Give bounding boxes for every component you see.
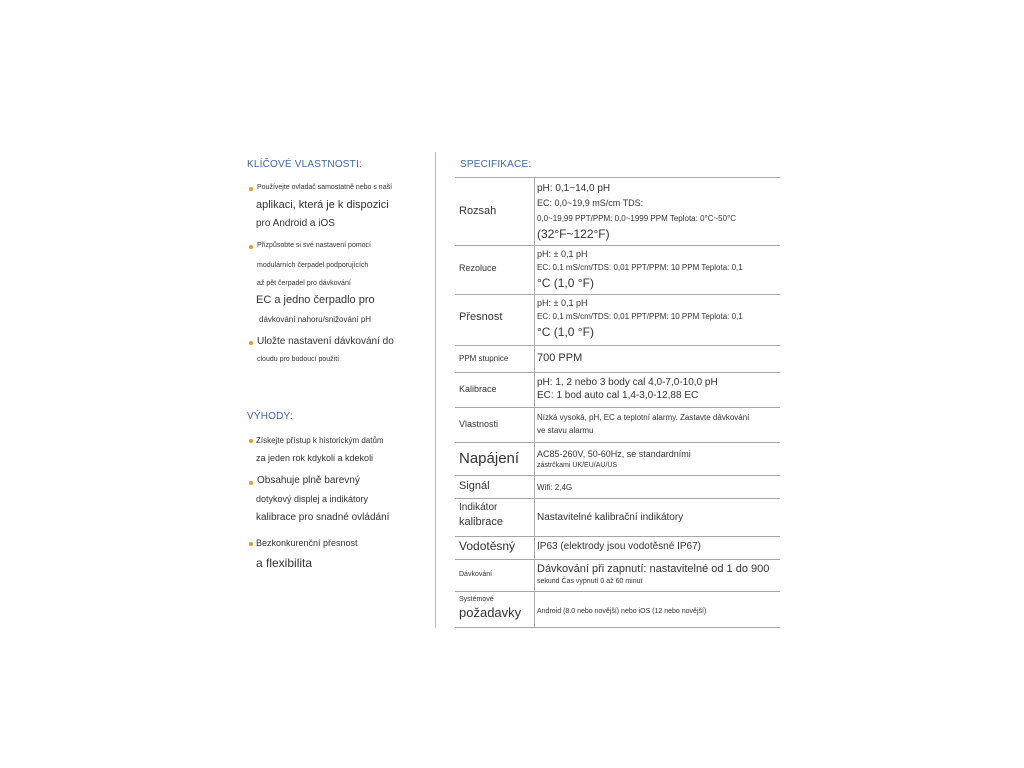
cell-divider — [534, 178, 535, 245]
spec-value: EC: 0,1 mS/cm/TDS: 0,01 PPT/PPM: 10 PPM Teplota: 0,1 — [537, 312, 743, 321]
cell-divider — [534, 346, 535, 372]
spec-row-calibration — [455, 373, 780, 408]
feature-line: modulárních čerpadel podporujících — [257, 262, 369, 269]
spec-value: pH: ± 0,1 pH — [537, 249, 588, 259]
feature-line: až pět čerpadel pro dávkování — [257, 280, 351, 287]
spec-value: 0,0~19,99 PPT/PPM: 0,0~1999 PPM Teplota: 0°C~50°C — [537, 214, 737, 223]
spec-value: Nízká vysoká, pH, EC a teplotní alarmy. Zastavte dávkování — [537, 413, 750, 422]
spec-value: 700 PPM — [537, 352, 583, 364]
cell-divider — [534, 560, 535, 591]
spec-row-waterproof — [455, 537, 780, 560]
spec-value: °C (1,0 °F) — [537, 325, 594, 339]
spec-label: Vlastnosti — [459, 419, 499, 429]
benefit-line: za jeden rok kdykoli a kdekoli — [256, 453, 374, 463]
spec-value: pH: 0,1~14,0 pH — [537, 183, 611, 194]
spec-row-signal — [455, 476, 780, 499]
benefit-line: a flexibilita — [256, 556, 313, 570]
cell-divider — [534, 408, 535, 442]
feature-line: cloudu pro budoucí použití — [257, 356, 340, 363]
spec-row-calibration-indicator — [455, 499, 780, 537]
spec-value: Dávkování při zapnutí: nastavitelné od 1 do 900 — [537, 563, 770, 575]
spec-value: °C (1,0 °F) — [537, 276, 594, 290]
bullet-icon — [249, 542, 253, 546]
spec-label: kalibrace — [459, 516, 504, 528]
spec-value: (32°F~122°F) — [537, 227, 610, 241]
spec-row-resolution — [455, 245, 780, 295]
cell-divider — [534, 373, 535, 407]
cell-divider — [534, 537, 535, 559]
feature-line: Používejte ovladač samostatně nebo s naší — [257, 184, 393, 191]
cell-divider — [534, 245, 535, 294]
bullet-icon — [249, 341, 253, 345]
cell-divider — [534, 295, 535, 345]
benefit-line: Obsahuje plně barevný — [257, 475, 360, 486]
spec-label: Kalibrace — [459, 384, 497, 394]
spec-row-accuracy — [455, 295, 780, 346]
feature-line: dávkování nahoru/snižování pH — [259, 315, 372, 324]
benefit-line: Získejte přístup k historickým datům — [256, 436, 384, 445]
benefit-line: kalibrace pro snadné ovládání — [256, 512, 390, 523]
spec-row-system-requirements — [455, 592, 780, 628]
spec-label: Přesnost — [459, 311, 503, 323]
spec-value: EC: 1 bod auto cal 1,4-3,0-12,88 EC — [537, 390, 699, 401]
benefit-line: Bezkonkurenční přesnost — [256, 538, 358, 548]
cell-divider — [534, 443, 535, 475]
feature-line: aplikaci, která je k dispozici — [256, 199, 389, 211]
spec-value: ve stavu alarmu — [537, 426, 594, 435]
spec-value: IP63 (elektrody jsou vodotěsné IP67) — [537, 541, 701, 552]
feature-line: pro Android a iOS — [256, 218, 335, 229]
spec-row-range — [455, 177, 780, 246]
spec-value: zástrčkami UK/EU/AU/US — [537, 462, 618, 469]
benefit-line: dotykový displej a indikátory — [256, 494, 369, 504]
column-divider — [435, 152, 436, 628]
spec-value: EC: 0,0~19,9 mS/cm TDS: — [537, 198, 644, 208]
feature-line: Přizpůsobte si své nastavení pomocí — [257, 242, 372, 249]
feature-line: EC a jedno čerpadlo pro — [256, 294, 375, 306]
spec-value: Wifi: 2,4G — [537, 483, 573, 492]
spec-row-ppm-scale — [455, 346, 780, 373]
spec-value: Android (8.0 nebo novější) nebo iOS (12 nebo novější) — [537, 608, 707, 615]
cell-divider — [534, 476, 535, 498]
features-heading: KLÍČOVÉ VLASTNOSTI: — [247, 159, 362, 170]
spec-row-power — [455, 443, 780, 476]
spec-label: Rozsah — [459, 205, 497, 217]
spec-label: Napájení — [459, 450, 520, 467]
spec-label: Rezoluce — [459, 263, 497, 273]
specs-heading: SPECIFIKACE: — [460, 159, 532, 170]
spec-label: Systémové — [459, 596, 494, 603]
spec-row-dosing — [455, 560, 780, 592]
feature-line: Uložte nastavení dávkování do — [257, 336, 394, 347]
spec-label: Dávkování — [459, 571, 493, 578]
spec-value: AC85-260V, 50-60Hz, se standardními — [537, 449, 691, 459]
spec-value: Nastavitelné kalibrační indikátory — [537, 512, 684, 523]
spec-label: Signál — [459, 480, 490, 492]
cell-divider — [534, 499, 535, 536]
bullet-icon — [249, 187, 253, 191]
benefits-heading: VÝHODY: — [247, 411, 293, 422]
bullet-icon — [249, 245, 253, 249]
spec-value: EC: 0,1 mS/cm/TDS: 0,01 PPT/PPM: 10 PPM Teplota: 0,1 — [537, 263, 743, 272]
spec-label: požadavky — [459, 605, 522, 620]
spec-label: PPM stupnice — [459, 354, 509, 363]
spec-row-features — [455, 408, 780, 443]
spec-label: Vodotěsný — [459, 539, 516, 553]
spec-value: pH: ± 0,1 pH — [537, 298, 588, 308]
spec-value: pH: 1, 2 nebo 3 body cal 4,0-7,0-10,0 pH — [537, 377, 718, 388]
cell-divider — [534, 592, 535, 627]
spec-label: Indikátor — [459, 502, 498, 513]
bullet-icon — [249, 481, 253, 485]
bullet-icon — [249, 439, 253, 443]
spec-value: sekund Čas vypnutí 0 až 60 minut — [537, 578, 643, 585]
